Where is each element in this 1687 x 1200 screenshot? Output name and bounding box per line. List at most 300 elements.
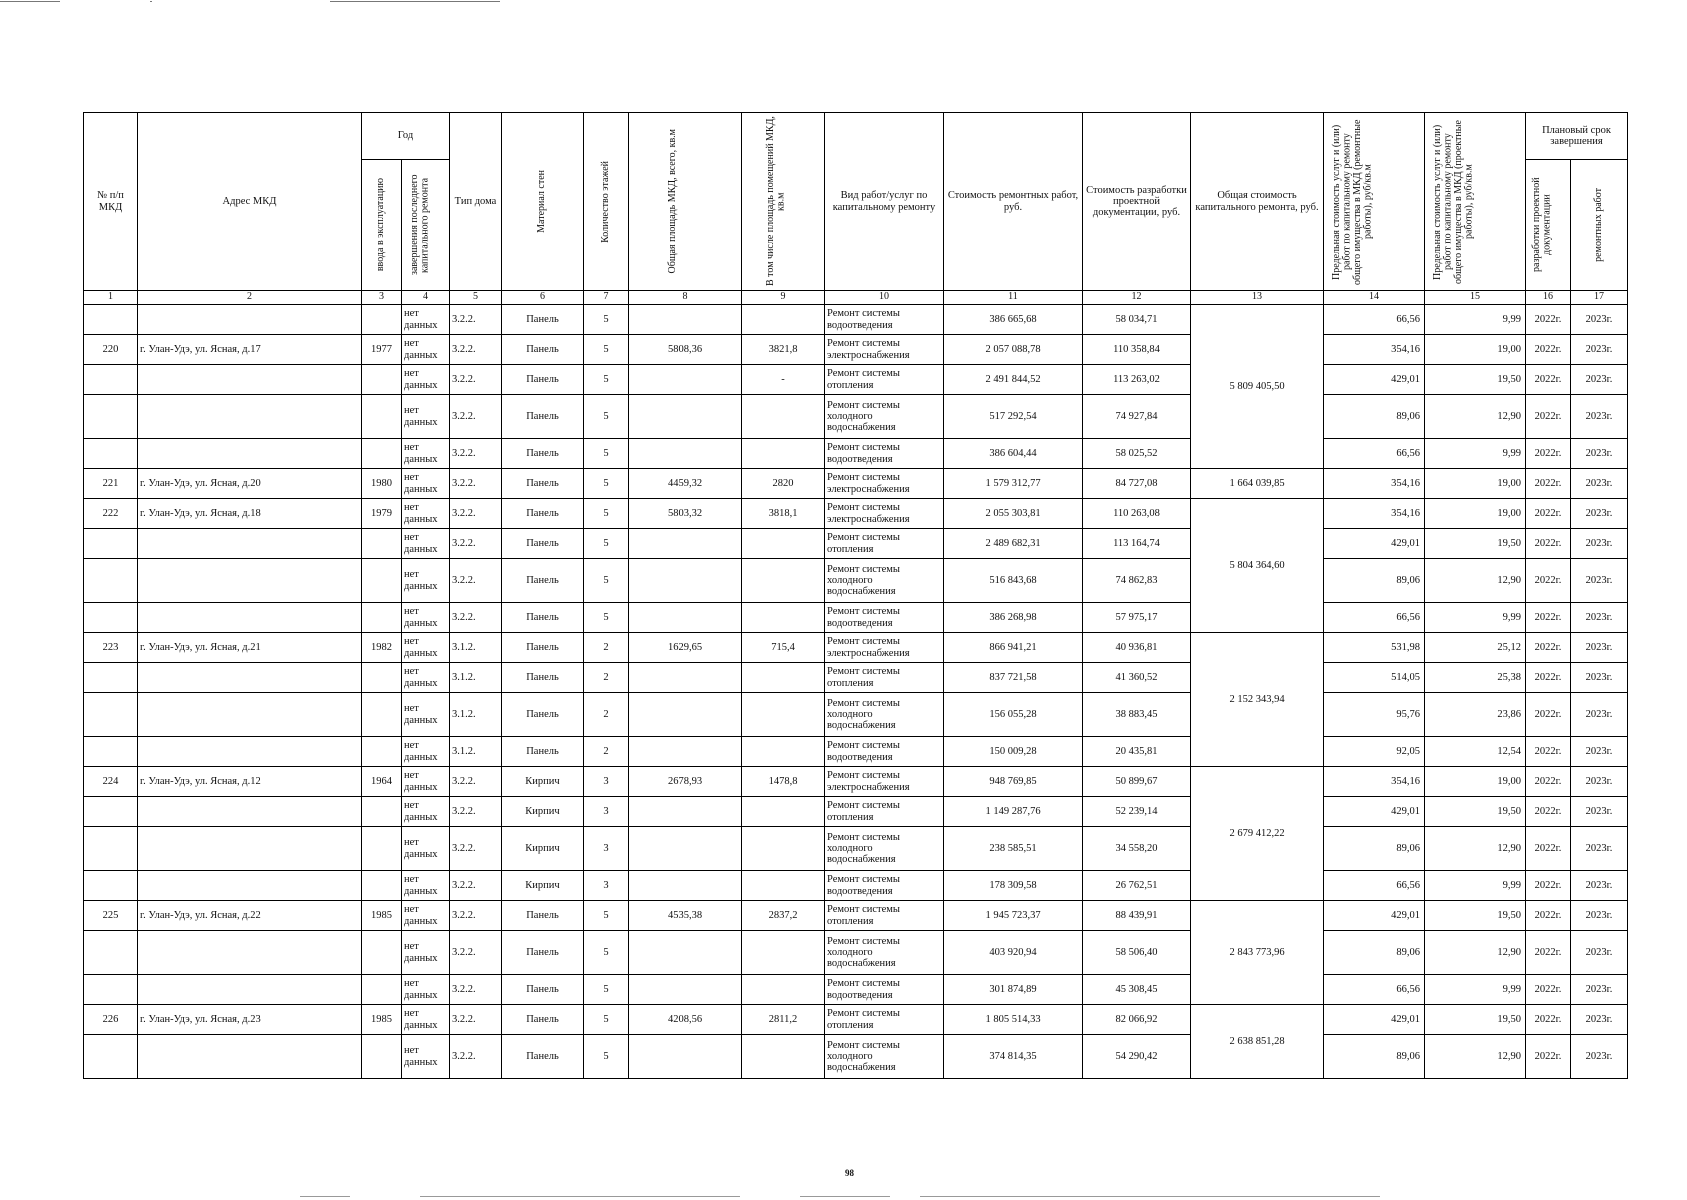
row-deadline-design: 2022г. xyxy=(1526,663,1571,693)
row-limit-repair: 429,01 xyxy=(1324,1005,1425,1035)
row-year-last-repair: нет данных xyxy=(402,439,450,469)
row-total-area xyxy=(629,529,742,559)
row-number xyxy=(84,693,138,737)
row-deadline-design: 2022г. xyxy=(1526,305,1571,335)
row-design-cost: 58 025,52 xyxy=(1083,439,1191,469)
row-premises-area xyxy=(742,559,825,603)
row-total-area xyxy=(629,693,742,737)
row-premises-area: 2820 xyxy=(742,469,825,499)
table-row xyxy=(84,305,1628,335)
table-row xyxy=(84,499,1628,529)
row-wall-material: Панель xyxy=(502,663,584,693)
row-deadline-design: 2022г. xyxy=(1526,767,1571,797)
row-repair-cost: 2 057 088,78 xyxy=(944,335,1083,365)
row-year-commission xyxy=(362,603,402,633)
row-year-commission xyxy=(362,693,402,737)
row-premises-area xyxy=(742,663,825,693)
row-total-cost: 2 152 343,94 xyxy=(1191,633,1324,767)
row-floors: 5 xyxy=(584,931,629,975)
row-house-type: 3.2.2. xyxy=(450,365,502,395)
row-limit-repair: 89,06 xyxy=(1324,827,1425,871)
row-house-type: 3.2.2. xyxy=(450,1035,502,1079)
row-deadline-design: 2022г. xyxy=(1526,693,1571,737)
row-design-cost: 113 263,02 xyxy=(1083,365,1191,395)
row-limit-repair: 95,76 xyxy=(1324,693,1425,737)
row-limit-design: 25,12 xyxy=(1425,633,1526,663)
row-address xyxy=(138,529,362,559)
table-row xyxy=(84,931,1628,975)
row-year-commission: 1985 xyxy=(362,1005,402,1035)
row-floors: 3 xyxy=(584,767,629,797)
row-year-last-repair: нет данных xyxy=(402,633,450,663)
row-floors: 5 xyxy=(584,499,629,529)
table-row xyxy=(84,365,1628,395)
row-limit-design: 12,90 xyxy=(1425,827,1526,871)
row-limit-design: 23,86 xyxy=(1425,693,1526,737)
row-number xyxy=(84,1035,138,1079)
row-year-commission: 1980 xyxy=(362,469,402,499)
row-work-type: Ремонт системы водоотведения xyxy=(825,305,944,335)
row-wall-material: Панель xyxy=(502,693,584,737)
row-address: г. Улан-Удэ, ул. Ясная, д.18 xyxy=(138,499,362,529)
row-year-last-repair: нет данных xyxy=(402,1035,450,1079)
row-deadline-repair: 2023г. xyxy=(1571,693,1628,737)
row-work-type: Ремонт системы водоотведения xyxy=(825,871,944,901)
column-number: 12 xyxy=(1083,291,1191,305)
table-row xyxy=(84,603,1628,633)
row-floors: 3 xyxy=(584,827,629,871)
table-row xyxy=(84,737,1628,767)
row-year-last-repair: нет данных xyxy=(402,663,450,693)
row-number: 225 xyxy=(84,901,138,931)
row-number xyxy=(84,827,138,871)
header-year-last-repair xyxy=(402,160,450,291)
row-number xyxy=(84,365,138,395)
capital-repair-table xyxy=(83,112,1628,1079)
row-year-commission: 1964 xyxy=(362,767,402,797)
row-wall-material: Кирпич xyxy=(502,767,584,797)
row-address xyxy=(138,365,362,395)
row-work-type: Ремонт системы электроснабжения xyxy=(825,499,944,529)
row-number: 226 xyxy=(84,1005,138,1035)
row-deadline-repair: 2023г. xyxy=(1571,931,1628,975)
row-deadline-repair: 2023г. xyxy=(1571,305,1628,335)
table-row xyxy=(84,469,1628,499)
row-repair-cost: 1 805 514,33 xyxy=(944,1005,1083,1035)
table-row xyxy=(84,797,1628,827)
row-address: г. Улан-Удэ, ул. Ясная, д.21 xyxy=(138,633,362,663)
column-number: 6 xyxy=(502,291,584,305)
row-deadline-repair: 2023г. xyxy=(1571,871,1628,901)
row-address xyxy=(138,395,362,439)
row-year-commission xyxy=(362,737,402,767)
row-limit-design: 9,99 xyxy=(1425,871,1526,901)
row-wall-material: Панель xyxy=(502,439,584,469)
row-limit-repair: 354,16 xyxy=(1324,499,1425,529)
row-repair-cost: 386 268,98 xyxy=(944,603,1083,633)
header-year-last-repair-text: завершения последнего капитального ремонта xyxy=(408,174,430,276)
row-year-commission: 1977 xyxy=(362,335,402,365)
row-design-cost: 38 883,45 xyxy=(1083,693,1191,737)
column-number: 16 xyxy=(1526,291,1571,305)
row-year-last-repair: нет данных xyxy=(402,975,450,1005)
row-deadline-design: 2022г. xyxy=(1526,975,1571,1005)
row-limit-repair: 66,56 xyxy=(1324,603,1425,633)
row-address xyxy=(138,439,362,469)
row-total-cost: 2 638 851,28 xyxy=(1191,1005,1324,1079)
row-house-type: 3.2.2. xyxy=(450,827,502,871)
row-design-cost: 88 439,91 xyxy=(1083,901,1191,931)
row-number xyxy=(84,529,138,559)
row-year-last-repair: нет данных xyxy=(402,693,450,737)
row-year-last-repair: нет данных xyxy=(402,871,450,901)
column-number: 1 xyxy=(84,291,138,305)
row-number xyxy=(84,797,138,827)
row-year-last-repair: нет данных xyxy=(402,767,450,797)
row-limit-design: 19,00 xyxy=(1425,335,1526,365)
row-number xyxy=(84,559,138,603)
row-design-cost: 74 862,83 xyxy=(1083,559,1191,603)
row-deadline-repair: 2023г. xyxy=(1571,1035,1628,1079)
row-total-area: 4459,32 xyxy=(629,469,742,499)
row-total-area xyxy=(629,439,742,469)
row-year-commission xyxy=(362,395,402,439)
row-deadline-repair: 2023г. xyxy=(1571,797,1628,827)
row-total-area xyxy=(629,797,742,827)
row-house-type: 3.2.2. xyxy=(450,975,502,1005)
row-limit-design: 19,50 xyxy=(1425,365,1526,395)
row-floors: 5 xyxy=(584,395,629,439)
row-floors: 2 xyxy=(584,737,629,767)
row-limit-repair: 354,16 xyxy=(1324,469,1425,499)
row-year-commission xyxy=(362,365,402,395)
column-number: 11 xyxy=(944,291,1083,305)
row-limit-repair: 354,16 xyxy=(1324,767,1425,797)
row-floors: 5 xyxy=(584,975,629,1005)
row-year-last-repair: нет данных xyxy=(402,469,450,499)
row-premises-area xyxy=(742,737,825,767)
row-deadline-repair: 2023г. xyxy=(1571,335,1628,365)
row-deadline-repair: 2023г. xyxy=(1571,737,1628,767)
column-number: 5 xyxy=(450,291,502,305)
row-premises-area xyxy=(742,797,825,827)
row-deadline-repair: 2023г. xyxy=(1571,559,1628,603)
row-limit-repair: 66,56 xyxy=(1324,305,1425,335)
row-year-last-repair: нет данных xyxy=(402,529,450,559)
row-address xyxy=(138,737,362,767)
row-work-type: Ремонт системы холодного водоснабжения xyxy=(825,931,944,975)
table-row xyxy=(84,975,1628,1005)
row-total-area xyxy=(629,827,742,871)
row-repair-cost: 1 579 312,77 xyxy=(944,469,1083,499)
row-repair-cost: 2 055 303,81 xyxy=(944,499,1083,529)
row-deadline-design: 2022г. xyxy=(1526,1005,1571,1035)
row-limit-design: 25,38 xyxy=(1425,663,1526,693)
row-deadline-design: 2022г. xyxy=(1526,603,1571,633)
row-floors: 5 xyxy=(584,603,629,633)
column-number: 15 xyxy=(1425,291,1526,305)
row-deadline-design: 2022г. xyxy=(1526,871,1571,901)
row-house-type: 3.2.2. xyxy=(450,1005,502,1035)
row-deadline-repair: 2023г. xyxy=(1571,395,1628,439)
row-number xyxy=(84,737,138,767)
row-address: г. Улан-Удэ, ул. Ясная, д.20 xyxy=(138,469,362,499)
row-house-type: 3.2.2. xyxy=(450,767,502,797)
row-deadline-design: 2022г. xyxy=(1526,797,1571,827)
row-limit-design: 12,90 xyxy=(1425,931,1526,975)
row-design-cost: 26 762,51 xyxy=(1083,871,1191,901)
row-deadline-repair: 2023г. xyxy=(1571,499,1628,529)
row-year-commission: 1985 xyxy=(362,901,402,931)
row-premises-area xyxy=(742,871,825,901)
row-limit-design: 12,54 xyxy=(1425,737,1526,767)
table-row xyxy=(84,335,1628,365)
table-row xyxy=(84,871,1628,901)
header-total-area xyxy=(629,113,742,291)
row-house-type: 3.1.2. xyxy=(450,663,502,693)
row-house-type: 3.1.2. xyxy=(450,693,502,737)
row-work-type: Ремонт системы холодного водоснабжения xyxy=(825,1035,944,1079)
row-year-last-repair: нет данных xyxy=(402,499,450,529)
row-year-commission xyxy=(362,663,402,693)
row-wall-material: Панель xyxy=(502,931,584,975)
row-wall-material: Панель xyxy=(502,305,584,335)
row-deadline-design: 2022г. xyxy=(1526,469,1571,499)
row-premises-area: - xyxy=(742,365,825,395)
row-wall-material: Панель xyxy=(502,469,584,499)
row-deadline-repair: 2023г. xyxy=(1571,633,1628,663)
row-wall-material: Панель xyxy=(502,559,584,603)
row-repair-cost: 301 874,89 xyxy=(944,975,1083,1005)
row-limit-design: 19,50 xyxy=(1425,901,1526,931)
row-wall-material: Кирпич xyxy=(502,871,584,901)
row-premises-area xyxy=(742,439,825,469)
row-limit-design: 9,99 xyxy=(1425,603,1526,633)
row-deadline-repair: 2023г. xyxy=(1571,1005,1628,1035)
row-floors: 3 xyxy=(584,871,629,901)
row-floors: 5 xyxy=(584,559,629,603)
row-limit-design: 12,90 xyxy=(1425,1035,1526,1079)
row-design-cost: 20 435,81 xyxy=(1083,737,1191,767)
column-number: 8 xyxy=(629,291,742,305)
row-work-type: Ремонт системы холодного водоснабжения xyxy=(825,827,944,871)
row-deadline-design: 2022г. xyxy=(1526,559,1571,603)
row-number: 224 xyxy=(84,767,138,797)
table-row xyxy=(84,663,1628,693)
row-premises-area: 2837,2 xyxy=(742,901,825,931)
row-total-cost: 5 809 405,50 xyxy=(1191,305,1324,469)
header-year-commission-text: ввода в эксплуатацию xyxy=(375,178,387,272)
header-deadline-design xyxy=(1526,160,1571,291)
row-limit-repair: 429,01 xyxy=(1324,901,1425,931)
row-year-last-repair: нет данных xyxy=(402,931,450,975)
row-deadline-repair: 2023г. xyxy=(1571,663,1628,693)
row-wall-material: Панель xyxy=(502,603,584,633)
row-year-last-repair: нет данных xyxy=(402,827,450,871)
column-number: 3 xyxy=(362,291,402,305)
row-premises-area: 3818,1 xyxy=(742,499,825,529)
row-house-type: 3.2.2. xyxy=(450,871,502,901)
column-number: 13 xyxy=(1191,291,1324,305)
row-house-type: 3.2.2. xyxy=(450,469,502,499)
row-floors: 3 xyxy=(584,797,629,827)
row-limit-design: 19,00 xyxy=(1425,469,1526,499)
row-total-area: 2678,93 xyxy=(629,767,742,797)
row-house-type: 3.2.2. xyxy=(450,439,502,469)
row-deadline-repair: 2023г. xyxy=(1571,975,1628,1005)
header-limit-repair-text: Предельная стоимость услуг и (или) работ по капитальному ремонту общего имущества в МКД (ремонтные работы), руб/кв.м xyxy=(1331,118,1374,285)
row-wall-material: Панель xyxy=(502,737,584,767)
header-deadline-repair-text: ремонтных работ xyxy=(1592,188,1604,262)
column-number-row xyxy=(84,291,1628,305)
row-number xyxy=(84,975,138,1005)
row-year-commission xyxy=(362,439,402,469)
row-total-area: 5803,32 xyxy=(629,499,742,529)
row-year-commission xyxy=(362,529,402,559)
row-number xyxy=(84,305,138,335)
header-house-type: Тип дома xyxy=(450,113,502,291)
row-address xyxy=(138,931,362,975)
row-limit-design: 19,50 xyxy=(1425,797,1526,827)
row-total-cost: 5 804 364,60 xyxy=(1191,499,1324,633)
row-year-last-repair: нет данных xyxy=(402,305,450,335)
row-limit-repair: 92,05 xyxy=(1324,737,1425,767)
row-premises-area xyxy=(742,305,825,335)
row-limit-repair: 429,01 xyxy=(1324,529,1425,559)
row-total-area: 4208,56 xyxy=(629,1005,742,1035)
row-deadline-repair: 2023г. xyxy=(1571,469,1628,499)
row-number xyxy=(84,439,138,469)
row-year-commission xyxy=(362,975,402,1005)
row-deadline-design: 2022г. xyxy=(1526,529,1571,559)
row-deadline-design: 2022г. xyxy=(1526,335,1571,365)
row-wall-material: Панель xyxy=(502,975,584,1005)
row-work-type: Ремонт системы электроснабжения xyxy=(825,767,944,797)
column-number: 4 xyxy=(402,291,450,305)
row-house-type: 3.2.2. xyxy=(450,335,502,365)
row-limit-repair: 354,16 xyxy=(1324,335,1425,365)
row-repair-cost: 2 489 682,31 xyxy=(944,529,1083,559)
column-number: 17 xyxy=(1571,291,1628,305)
row-total-area xyxy=(629,395,742,439)
row-premises-area: 1478,8 xyxy=(742,767,825,797)
row-work-type: Ремонт системы водоотведения xyxy=(825,737,944,767)
row-address: г. Улан-Удэ, ул. Ясная, д.22 xyxy=(138,901,362,931)
table-row xyxy=(84,1035,1628,1079)
header-no: № п/п МКД xyxy=(84,113,138,291)
row-repair-cost: 2 491 844,52 xyxy=(944,365,1083,395)
row-repair-cost: 386 604,44 xyxy=(944,439,1083,469)
row-design-cost: 52 239,14 xyxy=(1083,797,1191,827)
row-deadline-design: 2022г. xyxy=(1526,931,1571,975)
row-limit-repair: 66,56 xyxy=(1324,439,1425,469)
header-year-group: Год xyxy=(362,113,450,160)
row-limit-repair: 89,06 xyxy=(1324,1035,1425,1079)
header-limit-design xyxy=(1425,113,1526,291)
row-deadline-repair: 2023г. xyxy=(1571,767,1628,797)
row-address: г. Улан-Удэ, ул. Ясная, д.12 xyxy=(138,767,362,797)
row-floors: 2 xyxy=(584,663,629,693)
row-total-area xyxy=(629,1035,742,1079)
row-total-area xyxy=(629,975,742,1005)
row-work-type: Ремонт системы электроснабжения xyxy=(825,469,944,499)
header-floors-text: Количество этажей xyxy=(599,160,611,243)
row-year-commission xyxy=(362,1035,402,1079)
scan-top-marks xyxy=(0,0,1687,6)
row-floors: 5 xyxy=(584,365,629,395)
table-row xyxy=(84,559,1628,603)
row-limit-repair: 66,56 xyxy=(1324,871,1425,901)
row-year-last-repair: нет данных xyxy=(402,1005,450,1035)
row-address xyxy=(138,871,362,901)
row-address xyxy=(138,603,362,633)
table-row xyxy=(84,1005,1628,1035)
row-work-type: Ремонт системы холодного водоснабжения xyxy=(825,559,944,603)
row-wall-material: Кирпич xyxy=(502,827,584,871)
row-deadline-design: 2022г. xyxy=(1526,499,1571,529)
row-deadline-repair: 2023г. xyxy=(1571,529,1628,559)
row-repair-cost: 386 665,68 xyxy=(944,305,1083,335)
row-design-cost: 58 034,71 xyxy=(1083,305,1191,335)
row-work-type: Ремонт системы холодного водоснабжения xyxy=(825,395,944,439)
row-limit-repair: 89,06 xyxy=(1324,931,1425,975)
row-address xyxy=(138,559,362,603)
row-house-type: 3.2.2. xyxy=(450,305,502,335)
row-premises-area xyxy=(742,975,825,1005)
row-number: 222 xyxy=(84,499,138,529)
row-deadline-repair: 2023г. xyxy=(1571,827,1628,871)
header-limit-repair xyxy=(1324,113,1425,291)
row-number: 221 xyxy=(84,469,138,499)
row-wall-material: Панель xyxy=(502,499,584,529)
row-number xyxy=(84,871,138,901)
row-floors: 5 xyxy=(584,529,629,559)
row-year-commission xyxy=(362,871,402,901)
row-wall-material: Панель xyxy=(502,395,584,439)
row-year-commission: 1979 xyxy=(362,499,402,529)
row-design-cost: 40 936,81 xyxy=(1083,633,1191,663)
row-address xyxy=(138,305,362,335)
row-address xyxy=(138,975,362,1005)
column-number: 7 xyxy=(584,291,629,305)
row-year-last-repair: нет данных xyxy=(402,559,450,603)
table-row xyxy=(84,439,1628,469)
table-header xyxy=(84,113,1628,305)
row-limit-design: 9,99 xyxy=(1425,975,1526,1005)
row-year-last-repair: нет данных xyxy=(402,365,450,395)
column-number: 14 xyxy=(1324,291,1425,305)
row-limit-design: 12,90 xyxy=(1425,559,1526,603)
row-wall-material: Панель xyxy=(502,365,584,395)
row-year-last-repair: нет данных xyxy=(402,737,450,767)
row-repair-cost: 1 149 287,76 xyxy=(944,797,1083,827)
row-deadline-design: 2022г. xyxy=(1526,633,1571,663)
column-number: 10 xyxy=(825,291,944,305)
row-floors: 5 xyxy=(584,305,629,335)
row-premises-area: 715,4 xyxy=(742,633,825,663)
row-total-area: 4535,38 xyxy=(629,901,742,931)
row-limit-design: 19,50 xyxy=(1425,529,1526,559)
row-year-commission: 1982 xyxy=(362,633,402,663)
row-deadline-repair: 2023г. xyxy=(1571,901,1628,931)
column-number: 9 xyxy=(742,291,825,305)
row-repair-cost: 178 309,58 xyxy=(944,871,1083,901)
row-limit-design: 12,90 xyxy=(1425,395,1526,439)
row-work-type: Ремонт системы отопления xyxy=(825,797,944,827)
row-design-cost: 110 263,08 xyxy=(1083,499,1191,529)
row-premises-area: 2811,2 xyxy=(742,1005,825,1035)
row-year-last-repair: нет данных xyxy=(402,901,450,931)
